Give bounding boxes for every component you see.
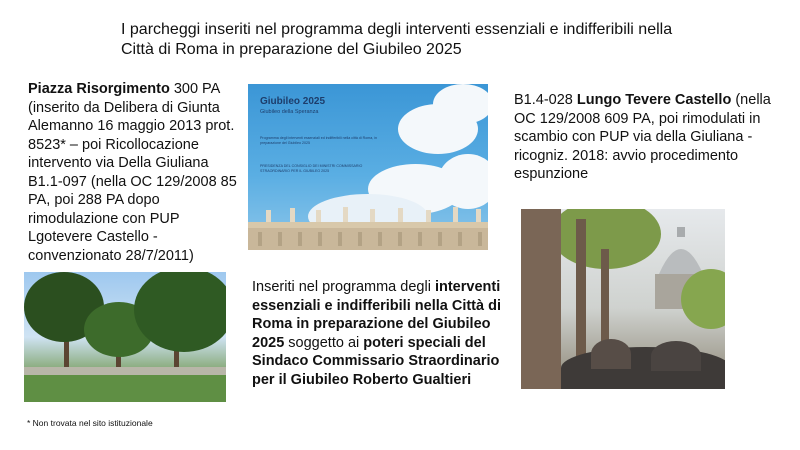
- piazza-risorgimento-details: 300 PA (inserito da Delibera di Giunta Alemanno 16 maggio 2013 prot. 8523* – poi Ricollocazione intervento via Della Giuliana B1.1-097 (nella OC 129/2008 85 PA, poi 288 PA dopo rimodulazione con PUP Lgotevere Castello - convenzionato 28/7/2011): [28, 81, 237, 264]
- lungo-tevere-name: Lungo Tevere Castello: [576, 92, 732, 108]
- cover-subtitle: Giubileo della Speranza: [260, 109, 319, 115]
- piazza-risorgimento-text: [28, 80, 238, 265]
- cover-title: Giubileo 2025: [260, 96, 326, 107]
- colonnade-illustration: [248, 204, 488, 250]
- piazza-risorgimento-name: Piazza Risorgimento: [28, 81, 170, 97]
- lungotevere-street-photo: [521, 209, 725, 389]
- piazza-risorgimento-photo: [24, 272, 226, 402]
- lungo-tevere-code: B1.4-028: [514, 92, 577, 108]
- title-line-1: I parcheggi inseriti nel programma degli interventi essenziali e indifferibili nella: [121, 21, 673, 38]
- cover-office: PRESIDENZA DEL CONSIGLIO DEI MINISTRI COMMISSARIO STRAORDINARIO PER IL GIUBILEO 2025: [260, 164, 363, 173]
- footnote: * Non trovata nel sito istituzionale: [27, 418, 153, 428]
- slide-title: [121, 20, 721, 60]
- commissioner-bold-program: interventi essenziali e indifferibili nella Città di Roma in preparazione del Giubileo 2025: [252, 279, 501, 351]
- giubileo-cover-image: [248, 84, 488, 250]
- cover-document-title: Programma degli interventi essenziali ed indifferibili nella città di Roma, in preparazione del Giubileo 2025: [260, 136, 377, 145]
- lungo-tevere-castello-text: [514, 91, 784, 184]
- commissioner-prefix: Inseriti nel programma degli: [252, 279, 435, 295]
- commissioner-mid: soggetto ai: [284, 334, 364, 351]
- commissioner-text: [252, 278, 512, 389]
- lungo-tevere-details: (nella OC 129/2008 609 PA, poi rimodulati in scambio con PUP via della Giuliana - ricogniz. 2018: avvio procedimento espunzione: [514, 92, 771, 182]
- title-line-2: Città di Roma in preparazione del Giubileo 2025: [121, 41, 462, 58]
- commissioner-bold-powers: poteri speciali del Sindaco Commissario Straordinario per il Giubileo Roberto Gualtieri: [252, 334, 500, 388]
